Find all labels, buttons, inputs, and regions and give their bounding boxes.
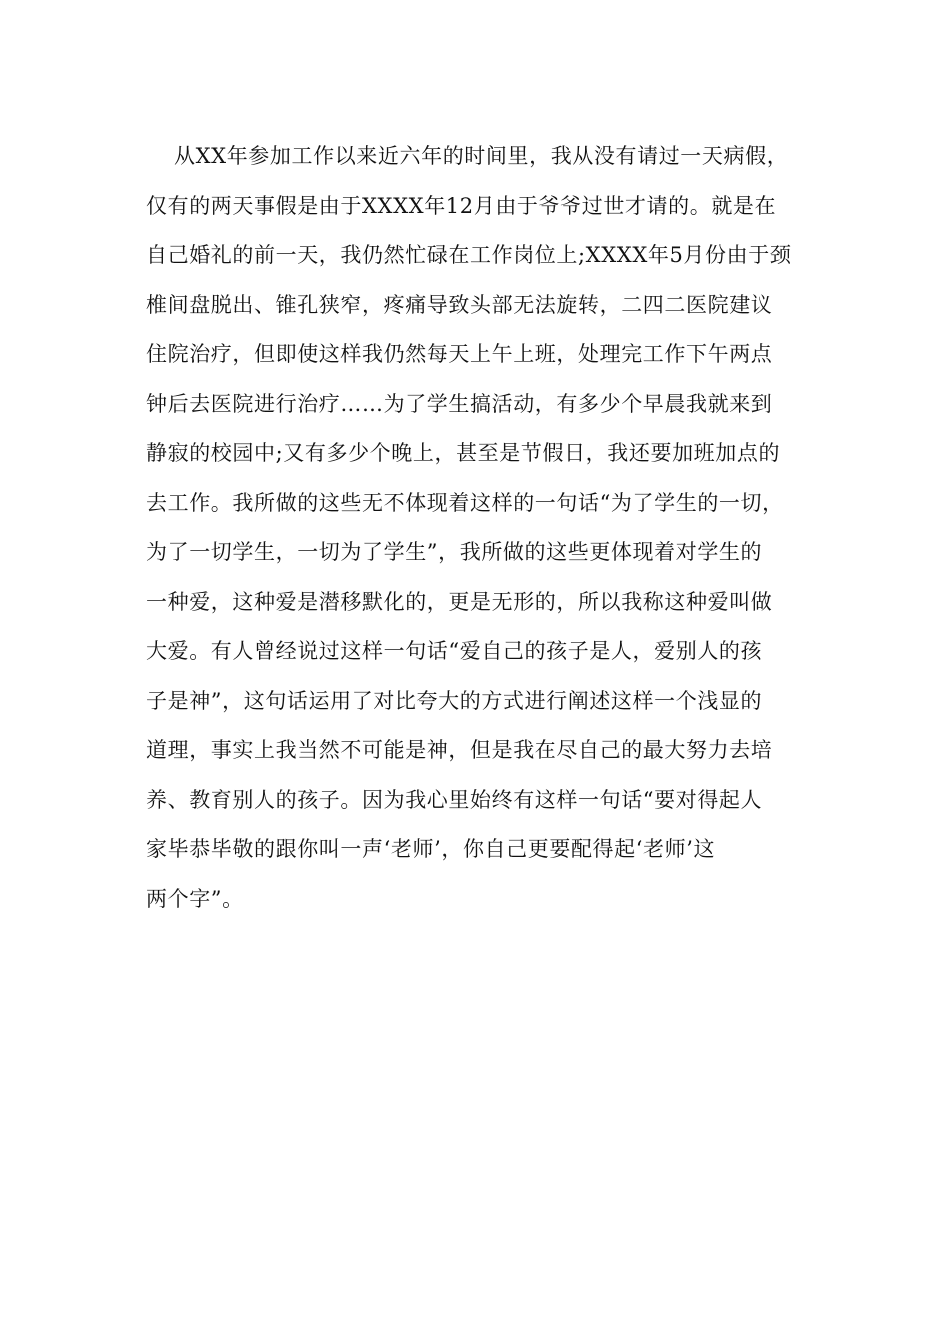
body-paragraph [146, 132, 846, 924]
paragraph-line: 养、教育别人的孩子。因为我心里始终有这样一句话“要对得起人 [146, 787, 763, 812]
paragraph-line: 两个字”。 [146, 886, 244, 911]
paragraph-line: 一种爱，这种爱是潜移默化的，更是无形的，所以我称这种爱叫做 [146, 589, 773, 614]
paragraph-line: 去工作。我所做的这些无不体现着这样的一句话“为了学生的一切， [146, 490, 784, 515]
paragraph-line: 住院治疗，但即使这样我仍然每天上午上班，处理完工作下午两点 [146, 342, 773, 366]
paragraph-line: 静寂的校园中;又有多少个晚上，甚至是节假日，我还要加班加点的 [146, 441, 781, 465]
paragraph-line: 大爱。有人曾经说过这样一句话“爱自己的孩子是人，爱别人的孩 [146, 639, 763, 663]
paragraph-line: 椎间盘脱出、锥孔狭窄，疼痛导致头部无法旋转，二四二医院建议 [146, 292, 773, 317]
paragraph-line: 钟后去医院进行治疗……为了学生搞活动，有多少个早晨我就来到 [146, 391, 773, 416]
paragraph-line: 为了一切学生，一切为了学生”，我所做的这些更体现着对学生的 [146, 540, 763, 564]
paragraph-line: 自己婚礼的前一天，我仍然忙碌在工作岗位上;XXXX年5月份由于颈 [146, 243, 792, 267]
paragraph-line: 仅有的两天事假是由于XXXX年12月由于爷爷过世才请的。就是在 [146, 193, 777, 218]
paragraph-line: 家毕恭毕敬的跟你叫一声‘老师’，你自己更要配得起‘老师’这 [146, 837, 716, 861]
paragraph-line: 子是神”，这句话运用了对比夸大的方式进行阐述这样一个浅显的 [146, 688, 763, 713]
paragraph-line: 从XX年参加工作以来近六年的时间里，我从没有请过一天病假， [174, 144, 789, 168]
paragraph-line: 道理，事实上我当然不可能是神，但是我在尽自己的最大努力去培 [146, 738, 773, 762]
